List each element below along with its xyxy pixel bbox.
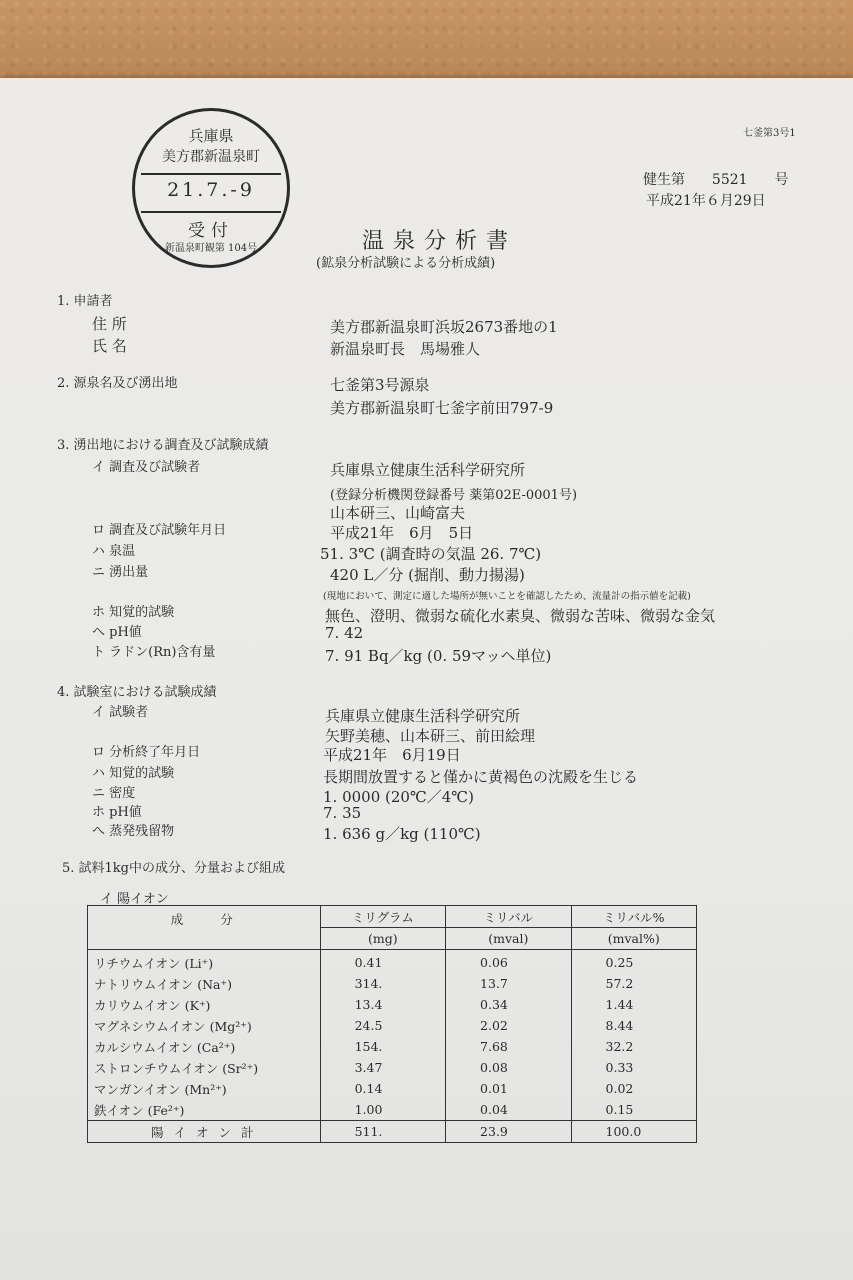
ion-mval: 0.08 xyxy=(446,1057,571,1078)
ion-name: マグネシウムイオン (Mg²⁺) xyxy=(88,1015,321,1036)
ion-pct: 1.44 xyxy=(571,994,696,1015)
ion-mg: 24.5 xyxy=(320,1015,445,1036)
section1-value-name: 新温泉町長 馬場雅人 xyxy=(330,340,481,358)
section3-value-registration: (登録分析機関登録番号 薬第02E-0001号) xyxy=(330,488,578,503)
table-row xyxy=(88,994,697,1015)
ion-mval: 0.34 xyxy=(446,994,571,1015)
stamp-prefecture: 兵庫県 xyxy=(188,127,234,145)
section4-value-sensory: 長期間放置すると僅かに黄褐色の沈殿を生じる xyxy=(323,768,639,786)
section1-label-name: 氏 名 xyxy=(92,337,127,355)
header-millival-percent: ミリバル% xyxy=(571,906,696,928)
ion-mval: 13.7 xyxy=(446,973,571,994)
section4-value-ph: 7. 35 xyxy=(323,804,362,822)
table-row xyxy=(88,1057,697,1078)
section4-value-density: 1. 0000 (20℃／4℃) xyxy=(323,788,474,806)
section3-label-date: ロ 調査及び試験年月日 xyxy=(92,523,227,538)
ref-suffix: 号 xyxy=(774,172,789,188)
ion-pct: 0.15 xyxy=(571,1099,696,1121)
document-date: 平成21年６月29日 xyxy=(646,193,766,209)
section4-value-examiner: 兵庫県立健康生活科学研究所 xyxy=(325,707,521,725)
section4-label-date: ロ 分析終了年月日 xyxy=(92,745,201,760)
ion-name: マンガンイオン (Mn²⁺) xyxy=(88,1078,321,1099)
section3-value-date: 平成21年 6月 5日 xyxy=(330,524,474,542)
section3-value-sensory: 無色、澄明、微弱な硫化水素臭、微弱な苦味、微弱な金気 xyxy=(325,607,716,625)
ion-mg: 0.14 xyxy=(320,1078,445,1099)
ion-mg: 13.4 xyxy=(320,994,445,1015)
section2-location: 美方郡新温泉町七釜字前田797-9 xyxy=(330,399,554,417)
ion-name: リチウムイオン (Li⁺) xyxy=(88,950,321,974)
table-row xyxy=(88,1036,697,1057)
total-label: 陽 イ オ ン 計 xyxy=(88,1121,321,1143)
section4-value-residue: 1. 636 g／kg (110℃) xyxy=(323,825,481,843)
section2-source-name: 七釜第3号源泉 xyxy=(330,376,430,394)
section3-flow-note: (現地において、測定に適した場所が無いことを確認したため、流量計の指示値を記載) xyxy=(323,591,691,602)
section3-value-examiner: 兵庫県立健康生活科学研究所 xyxy=(330,461,526,479)
header-component: 成 分 xyxy=(88,906,321,950)
table-row xyxy=(88,1099,697,1121)
table-header-row xyxy=(88,906,697,928)
section3-value-ph: 7. 42 xyxy=(325,624,364,642)
ion-pct: 32.2 xyxy=(571,1036,696,1057)
section5-subheading: イ 陽イオン xyxy=(100,892,169,907)
stamp-date: 21.7.-9 xyxy=(167,179,255,201)
reception-stamp xyxy=(132,108,290,268)
table-row xyxy=(88,1015,697,1036)
section3-label-sensory: ホ 知覚的試験 xyxy=(92,605,175,620)
ion-name: カリウムイオン (K⁺) xyxy=(88,994,321,1015)
wall-background xyxy=(0,0,853,90)
ion-pct: 0.33 xyxy=(571,1057,696,1078)
section3-value-radon: 7. 91 Bq／kg (0. 59マッヘ単位) xyxy=(325,647,552,665)
table-row xyxy=(88,950,697,974)
ion-mval: 0.01 xyxy=(446,1078,571,1099)
section3-label-radon: ト ラドン(Rn)含有量 xyxy=(92,645,216,660)
unit-mg: (mg) xyxy=(320,928,445,950)
cation-table xyxy=(87,905,697,1143)
section4-label-ph: ホ pH値 xyxy=(92,805,142,820)
section4-label-density: ニ 密度 xyxy=(92,786,136,801)
section4-value-examiners: 矢野美穂、山本研三、前田絵理 xyxy=(325,727,536,745)
ion-mval: 7.68 xyxy=(446,1036,571,1057)
ion-mval: 2.02 xyxy=(446,1015,571,1036)
ion-pct: 8.44 xyxy=(571,1015,696,1036)
total-mg: 511. xyxy=(320,1121,445,1143)
table-row xyxy=(88,1078,697,1099)
section3-label-flow: ニ 湧出量 xyxy=(92,565,149,580)
document-title: 温泉分析書 xyxy=(362,229,518,254)
ion-name: ストロンチウムイオン (Sr²⁺) xyxy=(88,1057,321,1078)
ion-name: カルシウムイオン (Ca²⁺) xyxy=(88,1036,321,1057)
section4-label-residue: へ 蒸発残留物 xyxy=(92,824,175,839)
unit-mval-percent: (mval%) xyxy=(571,928,696,950)
stamp-received: 受付 xyxy=(188,221,234,241)
section1-heading: 1. 申請者 xyxy=(57,294,113,309)
section2-heading: 2. 源泉名及び湧出地 xyxy=(57,376,178,391)
section4-label-sensory: ハ 知覚的試験 xyxy=(92,766,175,781)
ion-pct: 57.2 xyxy=(571,973,696,994)
ion-name: 鉄イオン (Fe²⁺) xyxy=(88,1099,321,1121)
ion-pct: 0.02 xyxy=(571,1078,696,1099)
section5-heading: 5. 試料1kg中の成分、分量および組成 xyxy=(62,861,286,876)
unit-mval: (mval) xyxy=(446,928,571,950)
document-subtitle: (鉱泉分析試験による分析成績) xyxy=(316,256,496,271)
ion-mg: 3.47 xyxy=(320,1057,445,1078)
table-total-row xyxy=(88,1121,697,1143)
ion-mg: 0.41 xyxy=(320,950,445,974)
ref-label: 健生第 xyxy=(643,172,685,188)
section3-label-temperature: ハ 泉温 xyxy=(92,544,136,559)
section3-value-temperature: 51. 3℃ (調査時の気温 26. 7℃) xyxy=(320,545,542,563)
section4-label-examiner: イ 試験者 xyxy=(92,705,149,720)
table-row xyxy=(88,973,697,994)
ref-number-line xyxy=(643,169,788,189)
ion-mg: 154. xyxy=(320,1036,445,1057)
stamp-town: 美方郡新温泉町 xyxy=(162,149,260,165)
section1-label-address: 住 所 xyxy=(92,315,127,333)
ref-number: 5521 xyxy=(711,172,748,188)
ion-mval: 0.06 xyxy=(446,950,571,974)
section1-value-address: 美方郡新温泉町浜坂2673番地の1 xyxy=(330,318,558,336)
ion-pct: 0.25 xyxy=(571,950,696,974)
section3-value-flow: 420 L／分 (掘削、動力揚湯) xyxy=(330,566,525,584)
ion-mg: 314. xyxy=(320,973,445,994)
stamp-number: 新温泉町観第 104号 xyxy=(164,243,258,254)
ion-mval: 0.04 xyxy=(446,1099,571,1121)
source-code: 七釜第3号1 xyxy=(743,128,796,139)
header-millival: ミリバル xyxy=(446,906,571,928)
section3-heading: 3. 湧出地における調査及び試験成績 xyxy=(57,438,269,453)
section4-heading: 4. 試験室における試験成績 xyxy=(57,685,217,700)
total-mval: 23.9 xyxy=(446,1121,571,1143)
ion-name: ナトリウムイオン (Na⁺) xyxy=(88,973,321,994)
section4-value-date: 平成21年 6月19日 xyxy=(323,746,461,764)
section3-label-examiner: イ 調査及び試験者 xyxy=(92,460,201,475)
section3-label-ph: へ pH値 xyxy=(92,625,142,640)
section3-value-examiners: 山本研三、山崎富夫 xyxy=(330,504,466,522)
ion-mg: 1.00 xyxy=(320,1099,445,1121)
total-pct: 100.0 xyxy=(571,1121,696,1143)
header-milligram: ミリグラム xyxy=(320,906,445,928)
